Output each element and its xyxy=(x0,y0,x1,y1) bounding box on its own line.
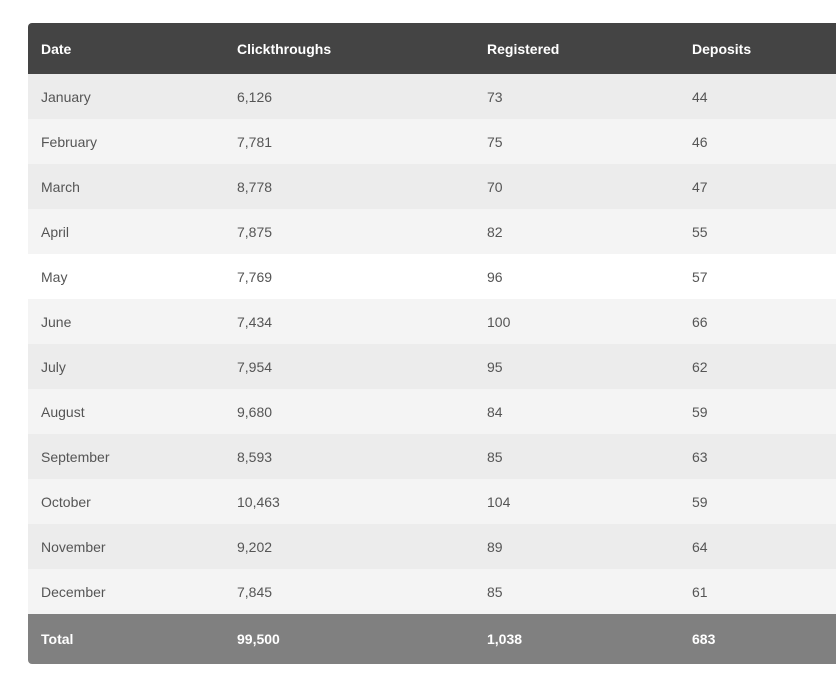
cell-clickthroughs: 8,593 xyxy=(237,448,273,465)
cell-registered: 73 xyxy=(487,88,503,105)
footer-total-clickthroughs: 99,500 xyxy=(237,631,280,647)
cell-clickthroughs: 10,463 xyxy=(237,493,280,510)
footer-total-deposits: 683 xyxy=(692,631,716,647)
table-row xyxy=(28,344,836,389)
cell-date: November xyxy=(41,538,106,555)
cell-deposits: 63 xyxy=(692,448,708,465)
stats-table-container xyxy=(28,23,836,664)
cell-deposits: 59 xyxy=(692,493,708,510)
cell-registered: 85 xyxy=(487,448,503,465)
cell-deposits: 44 xyxy=(692,88,708,105)
table-row xyxy=(28,479,836,524)
cell-date: July xyxy=(41,358,66,375)
cell-clickthroughs: 6,126 xyxy=(237,88,273,105)
monthly-stats-table xyxy=(28,23,836,664)
cell-clickthroughs: 7,434 xyxy=(237,313,273,330)
cell-clickthroughs: 9,202 xyxy=(237,538,273,555)
header-registered[interactable]: Registered xyxy=(487,40,560,57)
table-row xyxy=(28,569,836,614)
cell-clickthroughs: 7,954 xyxy=(237,358,273,375)
table-row xyxy=(28,119,836,164)
cell-date: May xyxy=(41,268,68,285)
header-deposits[interactable]: Deposits xyxy=(692,40,752,57)
table-footer-total-row xyxy=(28,614,836,664)
cell-deposits: 57 xyxy=(692,268,708,285)
cell-date: January xyxy=(41,88,91,105)
table-row xyxy=(28,299,836,344)
cell-deposits: 64 xyxy=(692,538,708,555)
cell-date: June xyxy=(41,313,72,330)
table-row xyxy=(28,164,836,209)
cell-clickthroughs: 8,778 xyxy=(237,178,273,195)
cell-registered: 70 xyxy=(487,178,503,195)
header-date[interactable]: Date xyxy=(41,40,72,57)
cell-date: March xyxy=(41,178,80,195)
cell-registered: 84 xyxy=(487,403,503,420)
cell-clickthroughs: 7,875 xyxy=(237,223,273,240)
cell-clickthroughs: 7,845 xyxy=(237,583,273,600)
cell-registered: 85 xyxy=(487,583,503,600)
cell-registered: 96 xyxy=(487,268,503,285)
cell-registered: 82 xyxy=(487,223,503,240)
cell-date: September xyxy=(41,448,110,465)
cell-deposits: 47 xyxy=(692,178,708,195)
cell-clickthroughs: 7,769 xyxy=(237,268,273,285)
table-row xyxy=(28,389,836,434)
table-row xyxy=(28,74,836,119)
table-row xyxy=(28,209,836,254)
table-row-hovered xyxy=(28,254,836,299)
cell-deposits: 66 xyxy=(692,313,708,330)
footer-total-registered: 1,038 xyxy=(487,631,523,647)
cell-registered: 100 xyxy=(487,313,511,330)
cell-date: February xyxy=(41,133,98,150)
cell-deposits: 61 xyxy=(692,583,708,600)
cell-date: August xyxy=(41,403,85,420)
cell-deposits: 62 xyxy=(692,358,708,375)
cell-registered: 75 xyxy=(487,133,503,150)
cell-date: December xyxy=(41,583,106,600)
cell-deposits: 46 xyxy=(692,133,708,150)
cell-registered: 104 xyxy=(487,493,511,510)
cell-clickthroughs: 7,781 xyxy=(237,133,273,150)
footer-total-label: Total xyxy=(41,631,74,647)
table-row xyxy=(28,434,836,479)
table-row xyxy=(28,524,836,569)
table-header-row xyxy=(28,23,836,74)
cell-date: April xyxy=(41,223,70,240)
cell-deposits: 55 xyxy=(692,223,708,240)
header-clickthroughs[interactable]: Clickthroughs xyxy=(237,40,332,57)
table-body xyxy=(28,74,836,614)
cell-clickthroughs: 9,680 xyxy=(237,403,273,420)
cell-registered: 95 xyxy=(487,358,503,375)
cell-date: October xyxy=(41,493,91,510)
cell-registered: 89 xyxy=(487,538,503,555)
cell-deposits: 59 xyxy=(692,403,708,420)
